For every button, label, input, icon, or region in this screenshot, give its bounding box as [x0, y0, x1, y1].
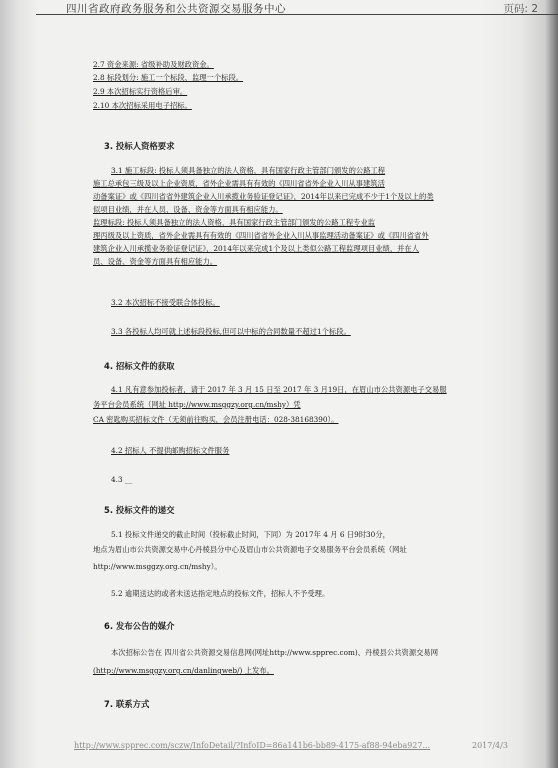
- para-3-1-line-2: 施工总承包三级及以上企业资质，省外企业需具有有效的《四川省省外企业入川从事建筑活: [93, 179, 385, 188]
- para-5-1-line-1: 5.1 投标文件递交的截止时间（投标截止时间，下同）为 2017年 4 月 6 日9时30分，: [111, 530, 390, 539]
- footer-url-link[interactable]: http://www.spprec.com/sczw/InfoDetail/?InfoID=86a141b6-bb89-4175-af88-94eba927...: [74, 741, 431, 750]
- para-3-1-line-8: 员、设备、资金等方面具有相应能力。: [93, 257, 218, 266]
- item-2-9: 2.9 本次招标实行资格后审。: [93, 87, 188, 96]
- section-4-heading: 4. 招标文件的获取: [104, 361, 175, 371]
- header-title: 四川省政府政务服务和公共资源交易服务中心: [66, 3, 286, 15]
- page-footer: [74, 741, 558, 750]
- section-3-heading: 3. 投标人资格要求: [104, 141, 175, 151]
- page-header: [36, 0, 558, 15]
- para-3-2: 3.2 本次招标不接受联合体投标。: [111, 298, 220, 307]
- para-4-1-line-3: CA 密匙购买招标文件（无须前往购买，会员注册电话：028-38168390）。: [93, 415, 339, 424]
- footer-date: 2017/4/3: [472, 741, 508, 750]
- para-3-1-line-4: 似项目业绩，并在人员、设备、资金等方面具有相应能力。: [93, 205, 283, 214]
- section-7-heading: 7. 联系方式: [104, 699, 150, 709]
- para-3-1-line-6: 理丙级及以上资质，省外企业需具有有效的《四川省省外企业入川从事监理活动备案证》或《四川省省外: [93, 231, 429, 240]
- para-6-1-line-1: 本次招标公告在 四川省公共资源交易信息网(网址http://www.spprec.com)、丹棱县公共资源交易网: [111, 648, 439, 657]
- para-4-3: 4.3 __: [111, 475, 133, 484]
- para-5-1-line-3: http://www.msggzy.org.cn/mshy）。: [93, 562, 222, 571]
- para-4-1-line-1: 4.1 凡有意参加投标者，请于 2017 年 3 月 15 日至 2017 年 3 月19日，在眉山市公共资源电子交易服: [111, 385, 447, 394]
- page-number: 页码: 2: [503, 3, 538, 15]
- item-2-10: 2.10 本次招标采用电子招标。: [93, 101, 192, 110]
- section-5-heading: 5. 投标文件的递交: [104, 505, 175, 515]
- item-2-8: 2.8 标段划分: 施工一个标段、监理一个标段。: [93, 73, 244, 82]
- para-3-1-line-7: 建筑企业入川承揽业务验证登记证》，2014年以来完成1个及以上类似公路工程监理项目业绩，并在人: [93, 244, 420, 253]
- para-6-1-line-2: (http://www.msggzy.org.cn/danlingweb/) 上发布。: [93, 666, 274, 675]
- para-3-1-line-3: 动备案证》或《四川省省外建筑企业入川承揽业务验证登记证》，2014年以来已完成不少于1个及以上的类: [93, 192, 434, 201]
- para-4-2: 4.2 招标人 不提供邮购招标文件服务: [111, 446, 230, 455]
- para-3-3: 3.3 各投标人均可就上述标段投标,但可以中标的合同数量不超过1个标段。: [111, 327, 351, 336]
- para-3-1-line-1: 3.1 施工标段: 投标人须具备独立的法人资格，具有国家行政主管部门颁发的公路工程: [111, 166, 386, 175]
- para-4-1-line-2: 务平台会员系统（网址 http://www.msggzy.org.cn/mshy）凭: [93, 400, 301, 409]
- section-6-heading: 6. 发布公告的媒介: [104, 621, 175, 631]
- para-5-2: 5.2 逾期送达的或者未送达指定地点的投标文件，招标人不予受理。: [111, 589, 330, 598]
- para-5-1-line-2: 地点为眉山市公共资源交易中心丹棱县分中心及眉山市公共资源电子交易服务平台会员系统（网址: [93, 545, 407, 554]
- para-3-1-line-5: 监理标段: 投标人须具备独立的法人资格，具有国家行政主管部门颁发的公路工程专业监: [93, 218, 376, 227]
- item-2-7: 2.7 资金来源: 省级补助及财政资金。: [93, 60, 214, 69]
